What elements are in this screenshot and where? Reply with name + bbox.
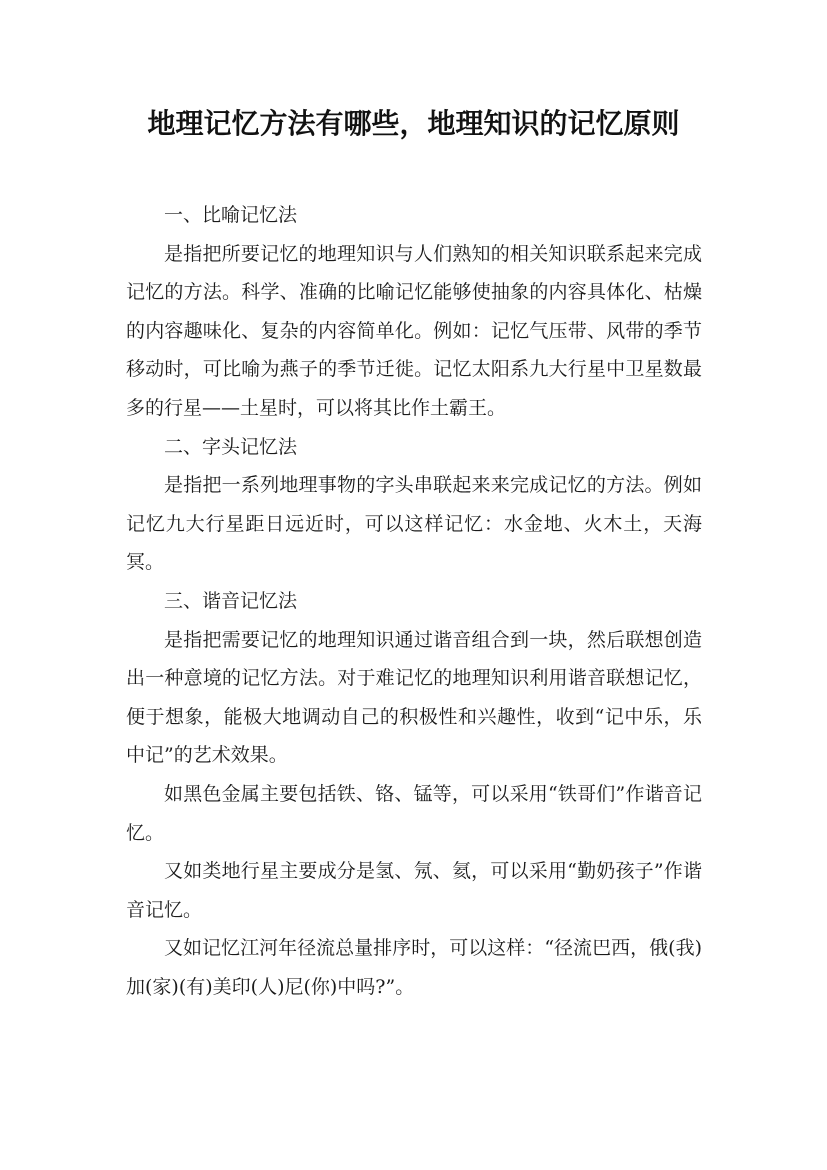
paragraph-homophone-method: 是指把需要记忆的地理知识通过谐音组合到一块，然后联想创造出一种意境的记忆方法。对于难记忆的地理知识利用谐音联想记忆，便于想象，能极大地调动自己的积极性和兴趣性，收到“记中乐，乐中记”的艺术效果。 <box>126 628 702 767</box>
paragraph-metaphor-method: 是指把所要记忆的地理知识与人们熟知的相关知识联系起来完成记忆的方法。科学、准确的比喻记忆能够使抽象的内容具体化、枯燥的内容趣味化、复杂的内容简单化。例如：记忆气压带、风带的季节移动时，可比喻为燕子的季节迁徙。记忆太阳系九大行星中卫星数最多的行星——土星时，可以将其比作土霸王。 <box>126 242 702 419</box>
section-heading-metaphor: 一、比喻记忆法 <box>164 204 298 226</box>
section-heading-homophone: 三、谐音记忆法 <box>164 589 298 612</box>
section-heading-initials: 二、字头记忆法 <box>164 435 298 458</box>
paragraph-example-river-runoff: 又如记忆江河年径流总量排序时，可以这样：“径流巴西，俄(我)加(家)(有)美印(人)尼(你)中吗?”。 <box>126 937 702 998</box>
document-title: 地理记忆方法有哪些，地理知识的记忆原则 <box>147 107 680 140</box>
paragraph-initials-method: 是指把一系列地理事物的字头串联起来来完成记忆的方法。例如记忆九大行星距日远近时，可以这样记忆：水金地、火木土，天海冥。 <box>126 474 702 574</box>
paragraph-example-ferrous-metals: 如黑色金属主要包括铁、铬、锰等，可以采用“铁哥们”作谐音记忆。 <box>126 782 702 844</box>
paragraph-example-terrestrial-planets: 又如类地行星主要成分是氢、氖、氦，可以采用“勤奶孩子”作谐音记忆。 <box>126 860 702 921</box>
document-body <box>126 196 702 1006</box>
